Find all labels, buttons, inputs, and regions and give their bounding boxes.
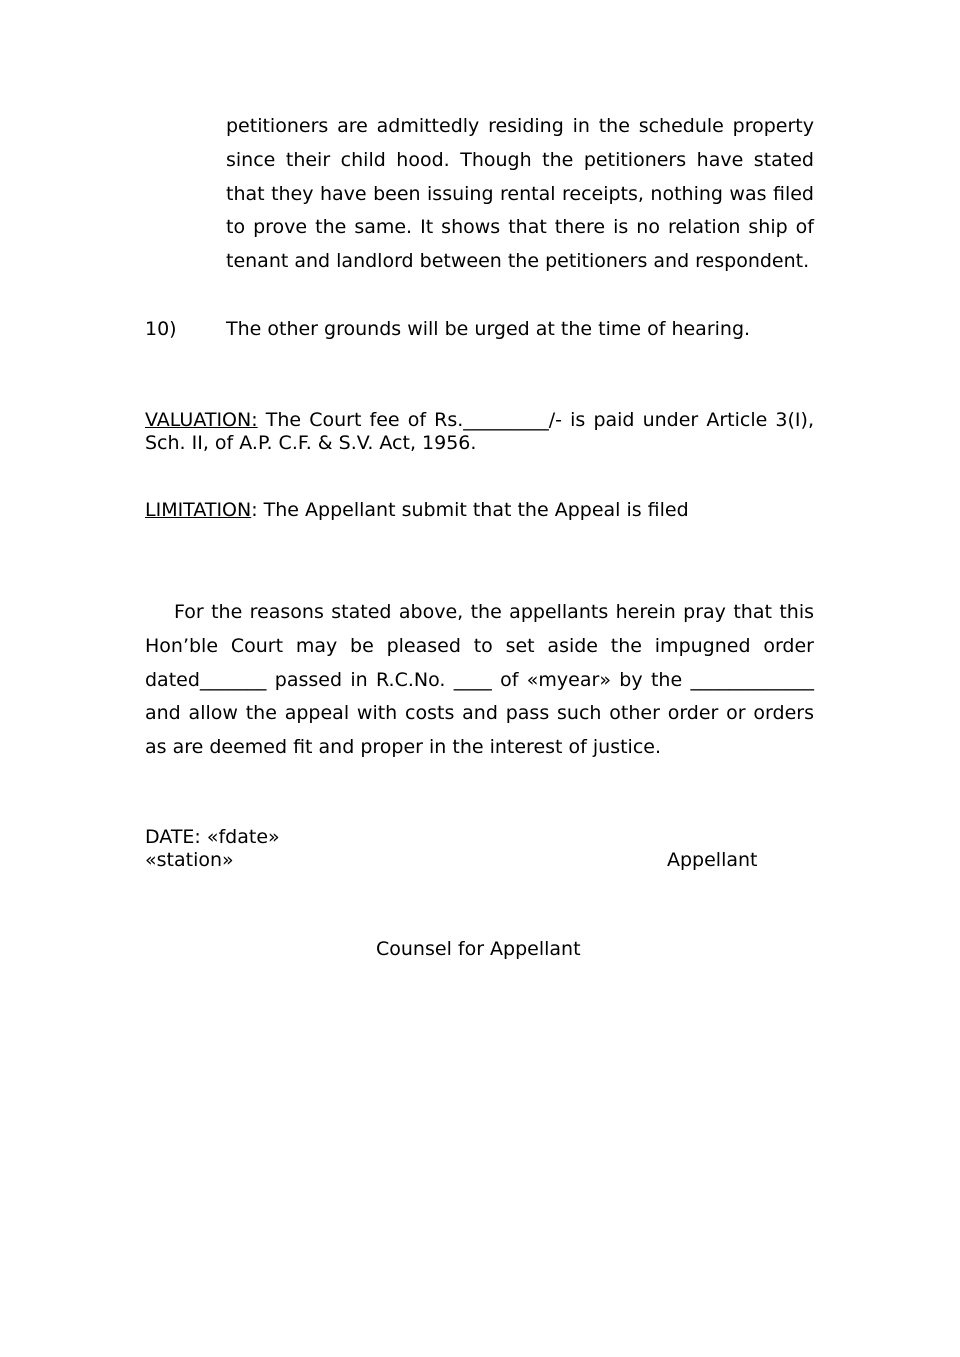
prayer-section <box>145 596 814 765</box>
prayer-text: For the reasons stated above, the appellants herein pray that this Hon’ble Court may be pleased to set aside the impugned order dated_______ passed in R.C.No. ____ of «myear» by the _____________ and allow the appeal with costs and pass such other order or orders as are deemed fit and proper in the interest of justice. <box>145 601 814 759</box>
valuation-section <box>145 409 814 454</box>
paragraph-continuation: petitioners are admittedly residing in the schedule property since their child hood. Though the petitioners have stated that they have been issuing rental receipts, nothing was filed to prove the same. It shows that there is no relation ship of tenant and landlord between the petitioners and respondent. <box>226 115 814 273</box>
valuation-text: The Court fee of Rs._________/- is paid under Article 3(I), Sch. II, of A.P. C.F. & S.V. Act, 1956. <box>145 409 814 454</box>
counsel-signature: Counsel for Appellant <box>376 938 581 960</box>
date-field: DATE: «fdate» <box>145 826 280 848</box>
appellant-signature: Appellant <box>667 849 758 871</box>
station-field: «station» <box>145 849 234 871</box>
ground-10-number: 10) <box>145 318 177 340</box>
limitation-text: : The Appellant submit that the Appeal is filed <box>251 499 689 521</box>
valuation-label: VALUATION: <box>145 409 258 431</box>
ground-10 <box>145 313 815 347</box>
ground-10-text: The other grounds will be urged at the time of hearing. <box>226 318 751 340</box>
limitation-label: LIMITATION <box>145 499 252 521</box>
limitation-section <box>145 498 814 522</box>
